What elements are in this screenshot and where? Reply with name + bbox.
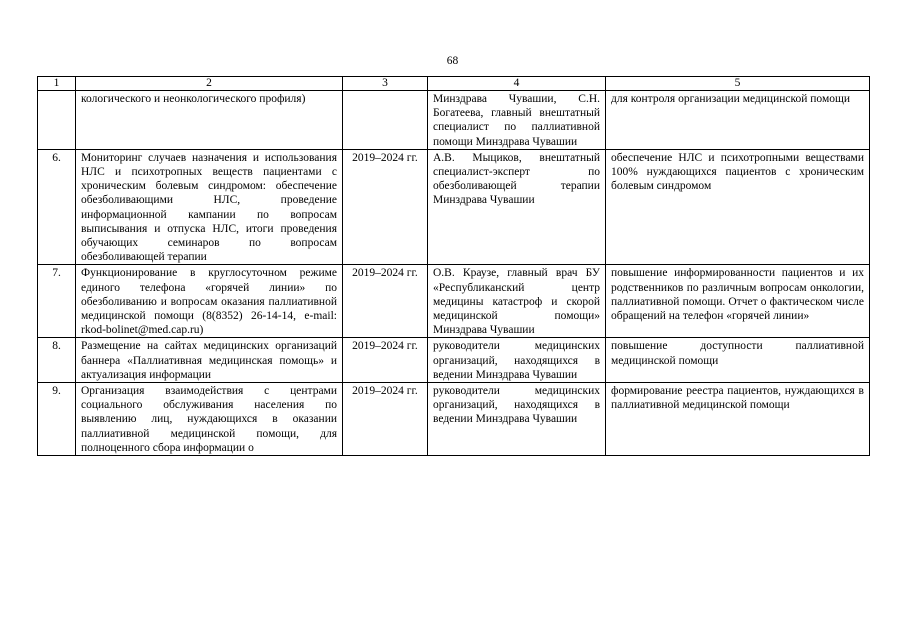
result-cell: повышение доступности паллиативной медицинской помощи <box>606 338 870 383</box>
responsible-cell: О.В. Краузе, главный врач БУ «Республиканский центр медицины катастроф и скорой медицинской помощи» Минздрава Чувашии <box>428 265 606 338</box>
row-number: 6. <box>38 149 76 265</box>
result-cell: обеспечение НЛС и психотропными веществами 100% нуждающихся пациентов с хроническим болевым синдромом <box>606 149 870 265</box>
column-number-row <box>38 77 870 91</box>
table-row <box>38 149 870 265</box>
table-row <box>38 265 870 338</box>
result-cell: для контроля организации медицинской помощи <box>606 91 870 150</box>
row-number: 9. <box>38 383 76 456</box>
activity-cell: Мониторинг случаев назначения и использования НЛС и психотропных веществ пациентами с хроническим болевым синдромом: обеспечение обезболивающими НЛС, проведение информационной кампании по вопросам выписывания и отпуска НЛС, итоги проведения обучающих семинаров по вопросам обезболивающей терапии <box>76 149 343 265</box>
plan-table <box>37 76 870 456</box>
table-row <box>38 91 870 150</box>
activity-cell: Функционирование в круглосуточном режиме единого телефона «горячей линии» по обезболиванию и вопросам оказания паллиативной медицинской помощи (8(8352) 26-14-14, e-mail: rkod-bolinet@med.cap.ru) <box>76 265 343 338</box>
table-row <box>38 383 870 456</box>
activity-cell: Размещение на сайтах медицинских организаций баннера «Паллиативная медицинская помощь» и актуализация информации <box>76 338 343 383</box>
column-header-4: 4 <box>428 77 606 91</box>
period-cell: 2019–2024 гг. <box>343 149 428 265</box>
result-cell: формирование реестра пациентов, нуждающихся в паллиативной медицинской помощи <box>606 383 870 456</box>
period-cell: 2019–2024 гг. <box>343 265 428 338</box>
column-header-3: 3 <box>343 77 428 91</box>
responsible-cell: А.В. Мыциков, внештатный специалист-эксперт по обезболивающей терапии Минздрава Чувашии <box>428 149 606 265</box>
result-cell: повышение информированности пациентов и их родственников по различным вопросам онкологии, паллиативной помощи. Отчет о фактическом числе обращений на телефон «горячей линии» <box>606 265 870 338</box>
column-header-1: 1 <box>38 77 76 91</box>
column-header-2: 2 <box>76 77 343 91</box>
page-number: 68 <box>446 55 459 67</box>
period-cell <box>343 91 428 150</box>
row-number: 7. <box>38 265 76 338</box>
column-header-5: 5 <box>606 77 870 91</box>
responsible-cell: руководители медицинских организаций, находящихся в ведении Минздрава Чувашии <box>428 338 606 383</box>
activity-cell: кологического и неонкологического профиля) <box>76 91 343 150</box>
period-cell: 2019–2024 гг. <box>343 338 428 383</box>
activity-cell: Организация взаимодействия с центрами социального обслуживания населения по выявлению лиц, нуждающихся в оказании паллиативной медицинской помощи, для полноценного сбора информации о <box>76 383 343 456</box>
period-cell: 2019–2024 гг. <box>343 383 428 456</box>
table-row <box>38 338 870 383</box>
responsible-cell: руководители медицинских организаций, находящихся в ведении Минздрава Чувашии <box>428 383 606 456</box>
row-number: 8. <box>38 338 76 383</box>
responsible-cell: Минздрава Чувашии, С.Н. Богатеева, главный внештатный специалист по паллиативной помощи Минздрава Чувашии <box>428 91 606 150</box>
row-number <box>38 91 76 150</box>
